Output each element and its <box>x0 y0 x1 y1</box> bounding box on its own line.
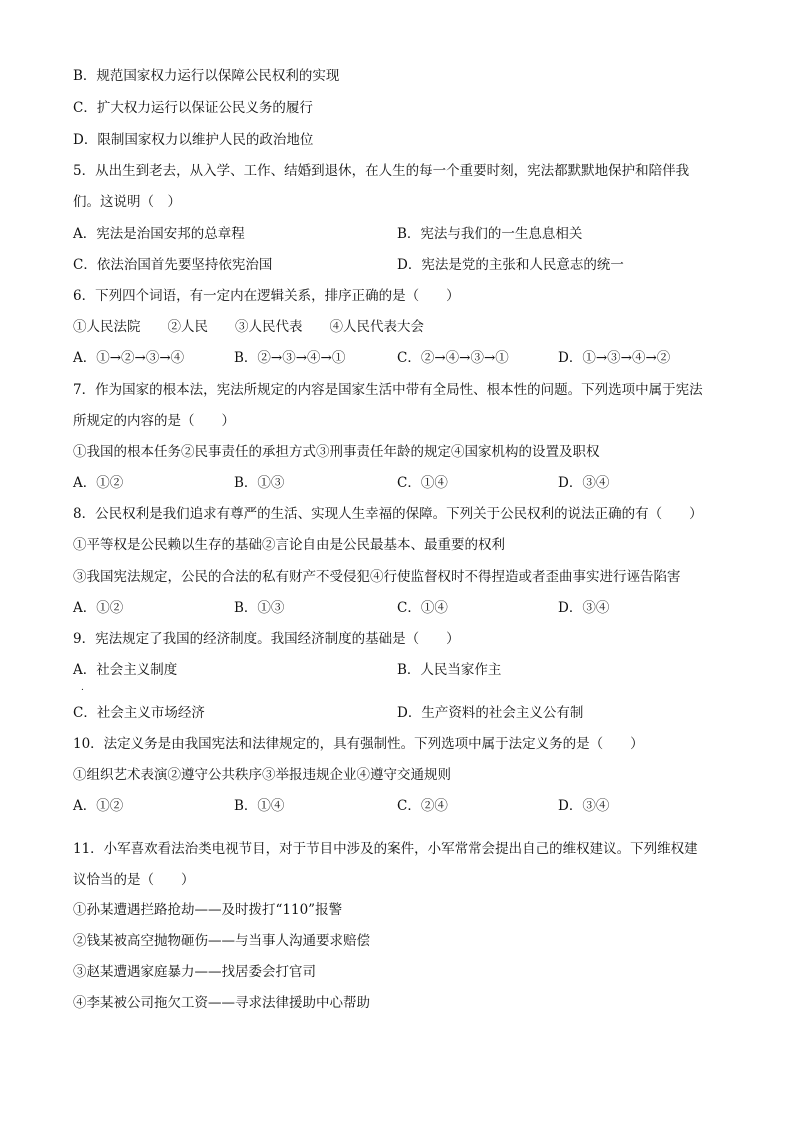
q5-option-d: D．宪法是党的主张和人民意志的统一 <box>397 257 624 273</box>
q8-option-c: C．①④ <box>397 600 448 616</box>
q5-stem-line-2: 们。这说明（ ） <box>73 194 181 210</box>
q11-item-3: ③赵某遭遇家庭暴力——找居委会打官司 <box>73 964 316 980</box>
q11-item-2: ②钱某被高空抛物砸伤——与当事人沟通要求赔偿 <box>73 933 370 949</box>
q11-stem-line-2: 议恰当的是（ ） <box>73 872 195 888</box>
q7-option-a: A．①② <box>73 475 124 491</box>
q6-option-c: C．②→④→③→① <box>397 350 509 366</box>
q7-option-b: B．①③ <box>234 475 285 491</box>
q7-option-c: C．①④ <box>397 475 448 491</box>
q10-option-c: C．②④ <box>397 798 448 814</box>
q7-stem-line-2: 所规定的内容的是（ ） <box>73 413 235 429</box>
q8-items-line-2: ③我国宪法规定，公民的合法的私有财产不受侵犯④行使监督权时不得捏造或者歪曲事实进行诬告陷害 <box>73 569 681 585</box>
q4-option-c: C．扩大权力运行以保证公民义务的履行 <box>73 100 313 116</box>
q6-option-b: B．②→③→④→① <box>234 350 346 366</box>
q10-option-b: B．①④ <box>234 798 285 814</box>
q8-items-line-1: ①平等权是公民赖以生存的基础②言论自由是公民最基本、最重要的权利 <box>73 537 505 553</box>
q5-option-c: C．依法治国首先要坚持依宪治国 <box>73 257 273 273</box>
q6-stem: 6．下列四个词语，有一定内在逻辑关系，排序正确的是（ ） <box>73 288 460 304</box>
q9-option-c: C．社会主义市场经济 <box>73 705 205 721</box>
q4-option-b: B．规范国家权力运行以保障公民权利的实现 <box>73 68 340 84</box>
q11-item-1: ①孙某遭遇拦路抢劫——及时拨打“110”报警 <box>73 902 343 918</box>
q5-option-a: A．宪法是治国安邦的总章程 <box>73 226 245 242</box>
q5-option-b: B．宪法与我们的一生息息相关 <box>397 226 583 242</box>
stray-dot-mark: . <box>81 683 84 693</box>
q11-item-4: ④李某被公司拖欠工资——寻求法律援助中心帮助 <box>73 995 370 1011</box>
q11-stem-line-1: 11．小军喜欢看法治类电视节目，对于节目中涉及的案件，小军常常会提出自己的维权建议。下列维权建 <box>73 841 698 857</box>
q6-option-a: A．①→②→③→④ <box>73 350 185 366</box>
q8-option-d: D．③④ <box>558 600 610 616</box>
q9-option-a: A．社会主义制度 <box>73 662 178 678</box>
q5-stem-line-1: 5．从出生到老去，从入学、工作、结婚到退休，在人生的每一个重要时刻，宪法都默默地保护和陪伴我 <box>73 163 690 179</box>
q7-option-d: D．③④ <box>558 475 610 491</box>
q8-option-b: B．①③ <box>234 600 285 616</box>
q10-stem: 10．法定义务是由我国宪法和法律规定的，具有强制性。下列选项中属于法定义务的是（ ） <box>73 736 644 752</box>
q9-option-b: B．人民当家作主 <box>397 662 502 678</box>
q10-option-d: D．③④ <box>558 798 610 814</box>
q10-option-a: A．①② <box>73 798 124 814</box>
q6-items: ①人民法院 ②人民 ③人民代表 ④人民代表大会 <box>73 319 424 335</box>
q9-option-d: D．生产资料的社会主义公有制 <box>397 705 584 721</box>
q10-items: ①组织艺术表演②遵守公共秩序③举报违规企业④遵守交通规则 <box>73 767 451 783</box>
q7-items: ①我国的根本任务②民事责任的承担方式③刑事责任年龄的规定④国家机构的设置及职权 <box>73 444 600 460</box>
q6-option-d: D．①→③→④→② <box>558 350 671 366</box>
q9-stem: 9．宪法规定了我国的经济制度。我国经济制度的基础是（ ） <box>73 631 460 647</box>
q8-stem: 8．公民权利是我们追求有尊严的生活、实现人生幸福的保障。下列关于公民权利的说法正确的有（ ） <box>73 506 703 522</box>
q4-option-d: D．限制国家权力以维护人民的政治地位 <box>73 132 314 148</box>
q7-stem-line-1: 7．作为国家的根本法，宪法所规定的内容是国家生活中带有全局性、根本性的问题。下列选项中属于宪法 <box>73 382 703 398</box>
q8-option-a: A．①② <box>73 600 124 616</box>
